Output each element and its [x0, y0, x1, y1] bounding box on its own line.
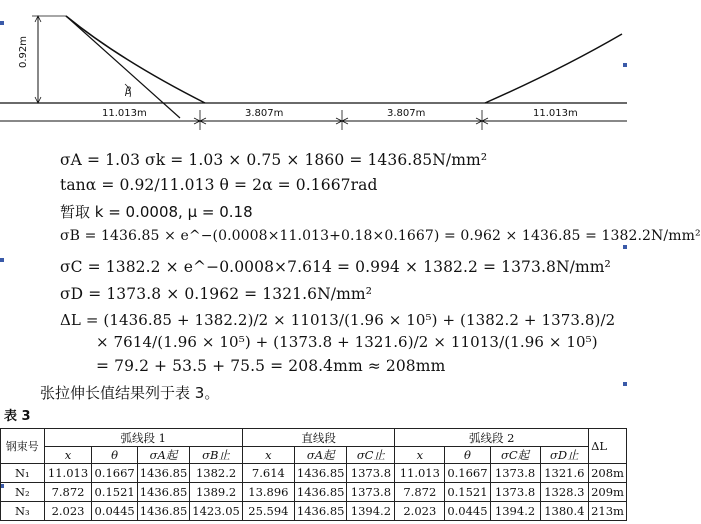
table-cell: 7.614 [242, 464, 294, 483]
sub-header: θ [92, 447, 137, 464]
table-cell: 1389.2 [190, 483, 243, 502]
sub-header: x [242, 447, 294, 464]
table-cell: 1436.85 [137, 464, 190, 483]
segment-label-2: 3.807m [245, 108, 284, 119]
table-cell: 209m [589, 483, 627, 502]
table-cell: 0.1667 [92, 464, 137, 483]
table-cell: 213m [589, 502, 627, 521]
table-cell: 0.1667 [445, 464, 490, 483]
height-label: 0.92m [18, 35, 29, 68]
table-row [1, 502, 627, 521]
sub-header: σA起 [137, 447, 190, 464]
row-id: N₁ [1, 464, 45, 483]
table-cell: 1436.85 [294, 502, 347, 521]
table-cell: 2.023 [44, 502, 92, 521]
equation-line-3: 暂取 k = 0.0008, μ = 0.18 [60, 203, 253, 221]
table-cell: 1373.8 [347, 464, 395, 483]
row-id: N₃ [1, 502, 45, 521]
group-header-delta-l: ΔL [589, 429, 627, 464]
table-cell: 1373.8 [347, 483, 395, 502]
sub-header: σD止 [540, 447, 589, 464]
table-cell: 0.0445 [92, 502, 137, 521]
table-cell: 1394.2 [347, 502, 395, 521]
angle-label: β [125, 86, 132, 97]
table-cell: 7.872 [44, 483, 92, 502]
table-cell: 1436.85 [137, 502, 190, 521]
equation-line-6: σD = 1373.8 × 0.1962 = 1321.6N/mm² [60, 285, 373, 303]
sub-header: σA起 [294, 447, 347, 464]
table-cell: 1382.2 [190, 464, 243, 483]
table-cell: 1436.85 [137, 483, 190, 502]
table-cell: 11.013 [395, 464, 445, 483]
table-cell: 2.023 [395, 502, 445, 521]
group-header-straight: 直线段 [242, 429, 395, 447]
equation-line-1: σA = 1.03 σk = 1.03 × 0.75 × 1860 = 1436.85N/mm² [60, 151, 488, 169]
table-cell: 1436.85 [294, 464, 347, 483]
sub-header: σC止 [347, 447, 395, 464]
segment-label-4: 11.013m [533, 108, 578, 119]
results-table [0, 428, 627, 521]
row-header: 钢束号 [1, 429, 45, 464]
table-cell: 1436.85 [294, 483, 347, 502]
sub-header: θ [445, 447, 490, 464]
table-cell: 1380.4 [540, 502, 589, 521]
tendon-right-curve [485, 34, 622, 103]
table-cell: 25.594 [242, 502, 294, 521]
table-cell: 13.896 [242, 483, 294, 502]
table-cell: 7.872 [395, 483, 445, 502]
sub-header: σB止 [190, 447, 243, 464]
table-row [1, 464, 627, 483]
sub-header: x [395, 447, 445, 464]
table-cell: 0.1521 [445, 483, 490, 502]
table-cell: 0.0445 [445, 502, 490, 521]
group-header-arc1: 弧线段 1 [44, 429, 242, 447]
table-cell: 1394.2 [490, 502, 540, 521]
equation-line-2: tanα = 0.92/11.013 θ = 2α = 0.1667rad [60, 176, 378, 194]
sub-header: x [44, 447, 92, 464]
table-cell: 1373.8 [490, 464, 540, 483]
row-id: N₂ [1, 483, 45, 502]
equation-line-9: = 79.2 + 53.5 + 75.5 = 208.4mm ≈ 208mm [96, 357, 446, 375]
table-cell: 1321.6 [540, 464, 589, 483]
sub-header: σC起 [490, 447, 540, 464]
table-cell: 0.1521 [92, 483, 137, 502]
table-cell: 1328.3 [540, 483, 589, 502]
table-cell: 1373.8 [490, 483, 540, 502]
table-cell: 208m [589, 464, 627, 483]
tendon-left-curve [66, 16, 205, 103]
segment-label-1: 11.013m [102, 108, 147, 119]
table-cell: 1423.05 [190, 502, 243, 521]
result-sentence: 张拉伸长值结果列于表 3。 [40, 384, 220, 402]
equation-line-4: σB = 1436.85 × e^−(0.0008×11.013+0.18×0.1667) = 0.962 × 1436.85 = 1382.2N/mm² [60, 228, 701, 244]
segment-label-3: 3.807m [387, 108, 426, 119]
equation-line-5: σC = 1382.2 × e^−0.0008×7.614 = 0.994 × 1382.2 = 1373.8N/mm² [60, 258, 611, 276]
equation-line-8: × 7614/(1.96 × 10⁵) + (1373.8 + 1321.6)/2 × 11013/(1.96 × 10⁵) [96, 333, 598, 351]
group-header-arc2: 弧线段 2 [395, 429, 589, 447]
equation-line-7: ΔL = (1436.85 + 1382.2)/2 × 11013/(1.96 × 10⁵) + (1382.2 + 1373.8)/2 [60, 311, 616, 329]
table-row [1, 483, 627, 502]
table-cell: 11.013 [44, 464, 92, 483]
table-title: 表 3 [4, 409, 31, 424]
